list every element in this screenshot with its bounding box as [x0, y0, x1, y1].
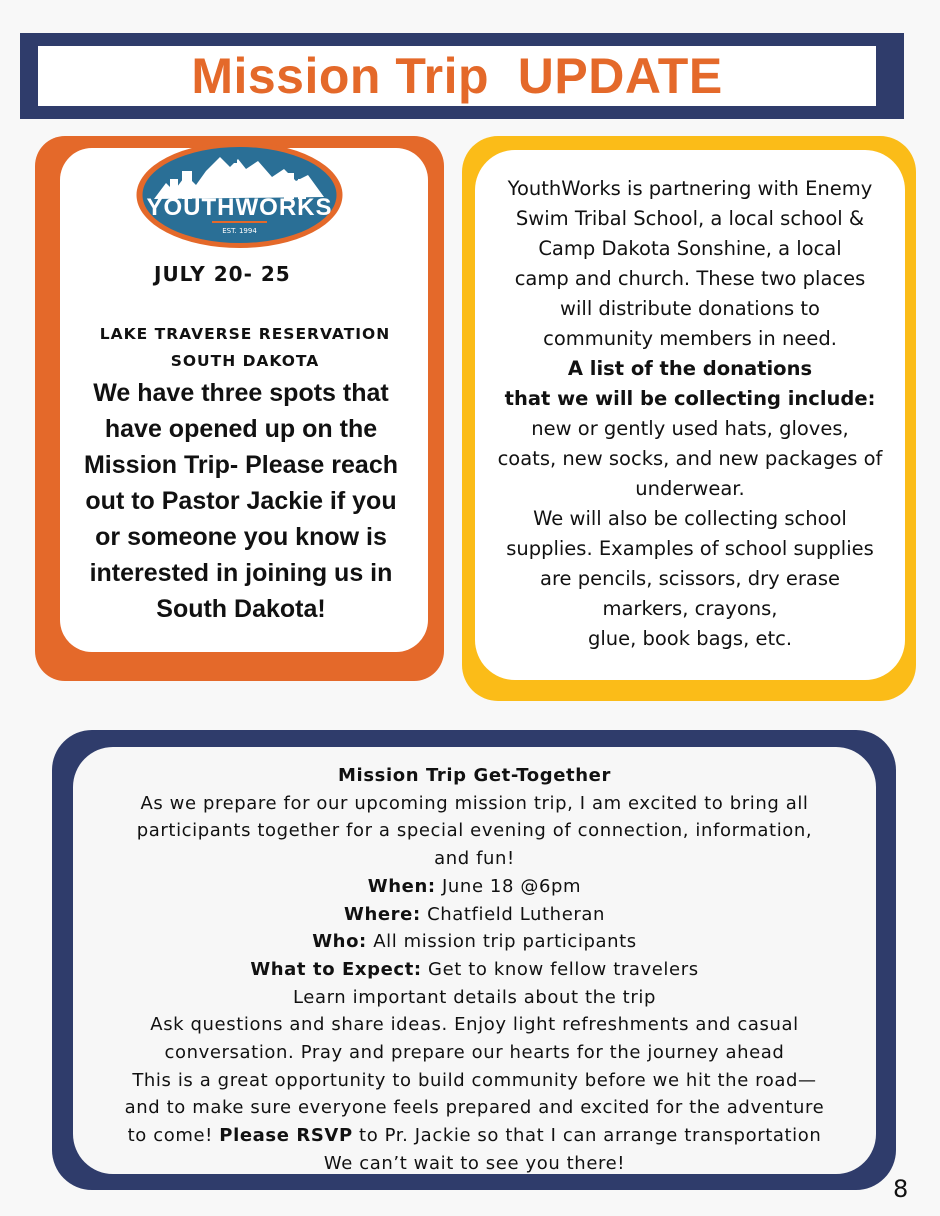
page-title: Mission Trip UPDATE	[191, 48, 723, 104]
text-line: We will also be collecting school	[533, 507, 847, 530]
text-line: or someone you know is	[95, 523, 387, 551]
text-line: South Dakota!	[156, 595, 326, 623]
where-value: Chatfield Lutheran	[427, 903, 606, 925]
text-line: camp and church. These two places	[514, 267, 866, 290]
text-line: underwear.	[635, 477, 745, 500]
text-line: glue, book bags, etc.	[587, 627, 793, 650]
rsvp-line	[78, 1122, 871, 1150]
donations-heading: that we will be collecting include:	[504, 387, 876, 410]
when-value: June 18 @6pm	[442, 875, 582, 897]
logo-est: EST. 1994	[222, 227, 257, 235]
text-line: and fun!	[434, 848, 515, 870]
text-line: conversation. Pray and prepare our hearts for the journey ahead	[164, 1042, 785, 1064]
text-line: Mission Trip- Please reach	[83, 451, 398, 479]
logo-name: YOUTHWORKS	[146, 194, 333, 221]
text-line: Camp Dakota Sonshine, a local	[538, 237, 842, 260]
text-line: supplies. Examples of school supplies	[506, 537, 874, 560]
text-line: We have three spots that	[93, 379, 389, 407]
expect-label: What to Expect:	[250, 958, 422, 980]
when-line	[78, 873, 871, 901]
text-line: coats, new socks, and new packages of	[497, 447, 883, 470]
text-line: This is a great opportunity to build community before we hit the road—	[132, 1069, 817, 1091]
youthworks-logo	[134, 139, 345, 251]
closing-line: We can’t wait to see you there!	[323, 1152, 626, 1174]
text-line: participants together for a special evening of connection, information,	[136, 820, 813, 842]
donations-heading: A list of the donations	[567, 357, 813, 380]
expect-line	[78, 956, 871, 984]
text-line: are pencils, scissors, dry erase	[540, 567, 840, 590]
text-line: interested in joining us in	[89, 559, 393, 587]
get-together-text	[78, 762, 871, 1178]
text-line: community members in need.	[543, 327, 837, 350]
who-label: Who:	[312, 931, 367, 953]
rsvp-post: to Pr. Jackie so that I can arrange transportation	[352, 1125, 822, 1147]
donations-text	[478, 174, 902, 654]
text-line: have opened up on the	[104, 415, 378, 443]
where-line	[78, 901, 871, 929]
text-line: markers, crayons,	[602, 597, 778, 620]
open-spots-message	[63, 375, 419, 627]
text-line: YouthWorks is partnering with Enemy	[507, 177, 873, 200]
text-line: As we prepare for our upcoming mission trip, I am excited to bring all	[140, 792, 809, 814]
text-line: new or gently used hats, gloves,	[531, 417, 849, 440]
text-line: Swim Tribal School, a local school &	[515, 207, 865, 230]
text-line: out to Pastor Jackie if you	[85, 487, 397, 515]
text-line: will distribute donations to	[560, 297, 820, 320]
expect-value: Get to know fellow travelers	[428, 958, 699, 980]
text-line: and to make sure everyone feels prepared and excited for the adventure	[124, 1097, 825, 1119]
location-line: SOUTH DAKOTA	[170, 352, 320, 370]
trip-location	[75, 321, 415, 375]
rsvp-pre: to come!	[127, 1125, 220, 1147]
rsvp-label: Please RSVP	[219, 1125, 353, 1147]
text-line: Learn important details about the trip	[293, 986, 656, 1008]
text-line: Ask questions and share ideas. Enjoy light refreshments and casual	[150, 1014, 799, 1036]
get-together-heading: Mission Trip Get-Together	[338, 765, 611, 786]
when-label: When:	[367, 875, 436, 897]
page-number: 8	[893, 1175, 909, 1203]
where-label: Where:	[343, 903, 421, 925]
who-value: All mission trip participants	[373, 931, 637, 953]
title-box	[38, 46, 876, 106]
location-line: LAKE TRAVERSE RESERVATION	[99, 325, 391, 343]
trip-dates: JULY 20- 25	[154, 262, 291, 286]
who-line	[78, 928, 871, 956]
